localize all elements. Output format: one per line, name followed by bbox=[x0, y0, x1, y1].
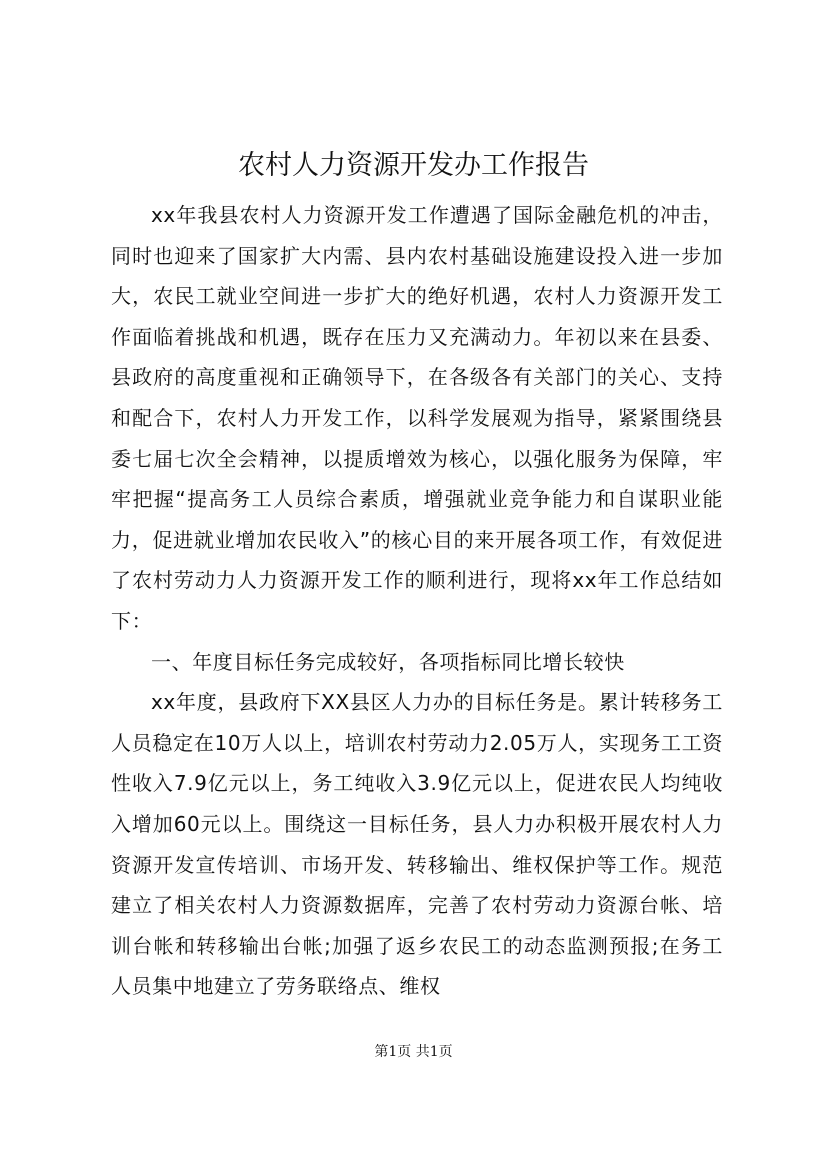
section-heading: 一、年度目标任务完成较好，各项指标同比增长较快 bbox=[151, 649, 625, 674]
document-body bbox=[111, 195, 723, 1007]
paragraph-intro: xx年我县农村人力资源开发工作遭遇了国际金融危机的冲击，同时也迎来了国家扩大内需、县内农村基础设施建设投入进一步加大，农民工就业空间进一步扩大的绝好机遇，农村人力资源开发工作面临着挑战和机遇，既存在压力又充满动力。年初以来在县委、县政府的高度重视和正确领导下，在各级各有关部门的关心、支持和配合下，农村人力开发工作，以科学发展观为指导，紧紧围绕县委七届七次全会精神，以提质增效为核心，以强化服务为保障，牢牢把握“提高务工人员综合素质，增强就业竞争能力和自谋职业能力，促进就业增加农民收入”的核心目的来开展各项工作，有效促进了农村劳动力人力资源开发工作的顺利进行，现将xx年工作总结如下： bbox=[111, 203, 723, 633]
page-number-footer: 第1页 共1页 bbox=[374, 1044, 453, 1060]
document-title: 农村人力资源开发办工作报告 bbox=[238, 150, 589, 181]
paragraph-targets: xx年度，县政府下XX县区人力办的目标任务是。累计转移务工人员稳定在10万人以上，培训农村劳动力2.05万人，实现务工工资性收入7.9亿元以上，务工纯收入3.9亿元以上，促进农民人均纯收入增加60元以上。围绕这一目标任务，县人力办积极开展农村人力资源开发宣传培训、市场开发、转移输出、维权保护等工作。规范建立了相关农村人力资源数据库，完善了农村劳动力资源台帐、培训台帐和转移输出台帐;加强了返乡农民工的动态监测预报;在务工人员集中地建立了劳务联络点、维权 bbox=[111, 690, 723, 999]
